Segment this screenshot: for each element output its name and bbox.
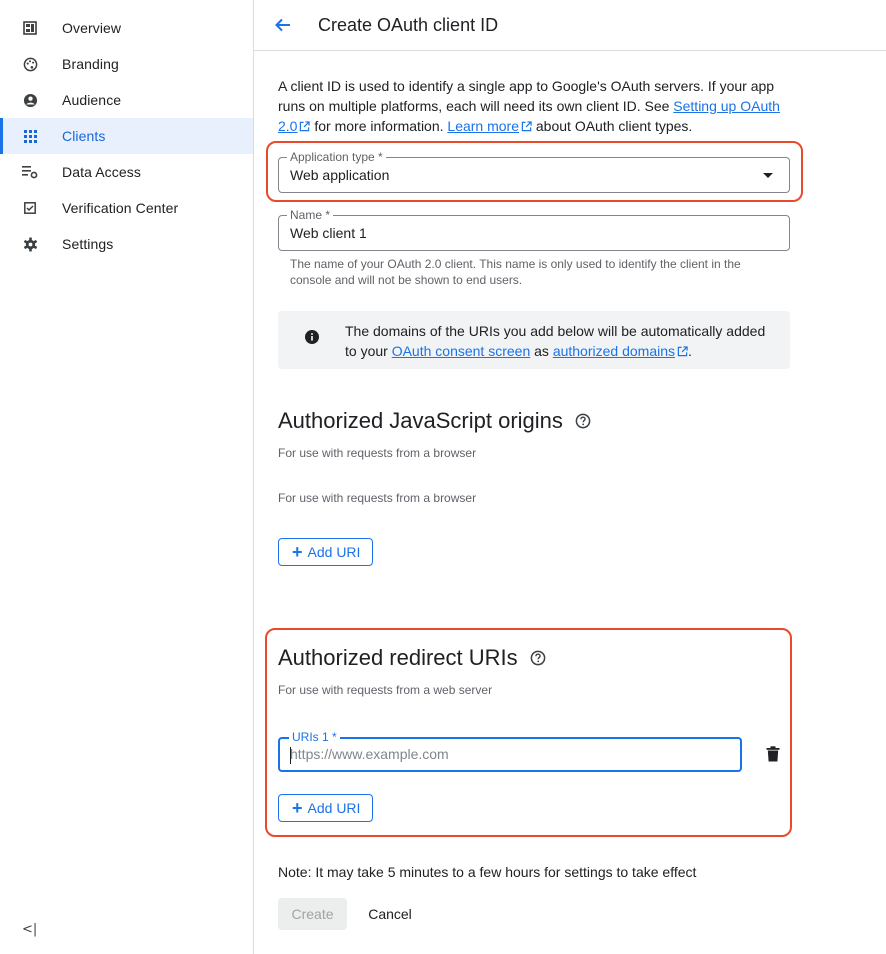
person-icon [22,92,38,108]
sidebar-item-branding[interactable] [0,46,253,82]
redirect-uri-input[interactable] [290,746,710,762]
overview-icon [22,20,38,36]
redirect-uris-title-text: Authorized redirect URIs [278,645,518,670]
data-access-icon [22,164,38,180]
learn-more-link[interactable]: Learn more [447,118,519,134]
sidebar-item-verification-center[interactable] [0,190,253,226]
info-text [345,321,775,361]
open-in-new-icon [299,121,310,132]
palette-icon [22,56,38,72]
cancel-button[interactable]: Cancel [368,906,412,922]
add-js-origin-uri-button[interactable] [278,538,373,566]
intro-text-part: for more information. [310,118,448,134]
sidebar-item-label: Branding [62,56,119,72]
sidebar-item-label: Verification Center [62,200,179,216]
info-text-part: . [688,343,692,359]
sidebar-item-overview[interactable] [0,10,253,46]
arrow-back-icon[interactable] [274,16,292,34]
intro-text-part: about OAuth client types. [532,118,693,134]
sidebar-item-audience[interactable] [0,82,253,118]
sidebar-item-label: Overview [62,20,122,36]
redirect-uris-subtitle: For use with requests from a web server [278,683,493,697]
sidebar [0,0,254,954]
info-banner [278,311,790,369]
name-helper-text: The name of your OAuth 2.0 client. This name is only used to identify the client in the console and will not be shown to end users. [290,257,741,287]
trash-icon[interactable] [766,746,780,762]
plus-icon: + [292,542,303,562]
open-in-new-icon [677,346,688,357]
js-origins-subtitle-repeat: For use with requests from a browser [278,491,477,505]
js-origins-title [278,408,591,434]
js-origins-title-text: Authorized JavaScript origins [278,408,563,433]
help-icon[interactable] [575,413,591,429]
name-field-value: Web client 1 [290,225,367,241]
intro-text-part: A client ID is used to identify a single app to Google's OAuth servers. If your app runs on multiple platforms, each will need its own client ID. See [278,78,775,114]
add-redirect-uri-button[interactable] [278,794,373,822]
collapse-sidebar-button[interactable]: <| [22,922,38,937]
plus-icon: + [292,798,303,818]
redirect-uris-title [278,645,546,671]
text-cursor [290,747,291,764]
name-field[interactable] [278,208,790,251]
add-uri-label: Add URI [307,544,361,560]
open-in-new-icon [521,121,532,132]
intro-text [278,76,788,136]
sidebar-item-label: Settings [62,236,114,252]
authorized-domains-link[interactable]: authorized domains [552,343,675,359]
sidebar-item-label: Clients [62,128,106,144]
grid-icon [22,128,38,144]
redirect-uri-field[interactable] [278,730,742,772]
checkbox-icon [22,200,38,216]
settings-note: Note: It may take 5 minutes to a few hours for settings to take effect [278,864,697,880]
caret-down-icon [763,173,773,178]
add-uri-label: Add URI [307,800,361,816]
create-button[interactable]: Create [278,898,347,930]
application-type-label: Application type * [287,150,386,164]
application-type-select[interactable] [278,150,790,193]
js-origins-subtitle: For use with requests from a browser [278,446,477,460]
info-icon [305,330,321,346]
sidebar-item-data-access[interactable] [0,154,253,190]
name-field-label: Name * [287,208,333,222]
application-type-value: Web application [290,167,390,183]
page-title: Create OAuth client ID [318,15,499,35]
setting-up-oauth-link[interactable]: Setting up OAuth 2.0 [278,98,780,134]
help-icon[interactable] [530,650,546,666]
sidebar-item-label: Data Access [62,164,141,180]
scroll-artifact [466,476,546,479]
sidebar-item-label: Audience [62,92,122,108]
gear-icon [22,236,38,252]
redirect-uri-label: URIs 1 * [289,730,340,744]
page-header [254,0,886,51]
info-text-part: as [530,343,553,359]
sidebar-item-settings[interactable] [0,226,253,262]
sidebar-item-clients[interactable] [0,118,253,154]
oauth-consent-screen-link[interactable]: OAuth consent screen [391,343,531,359]
info-text-part: The domains of the URIs you add below will be automatically added to your [345,323,766,359]
